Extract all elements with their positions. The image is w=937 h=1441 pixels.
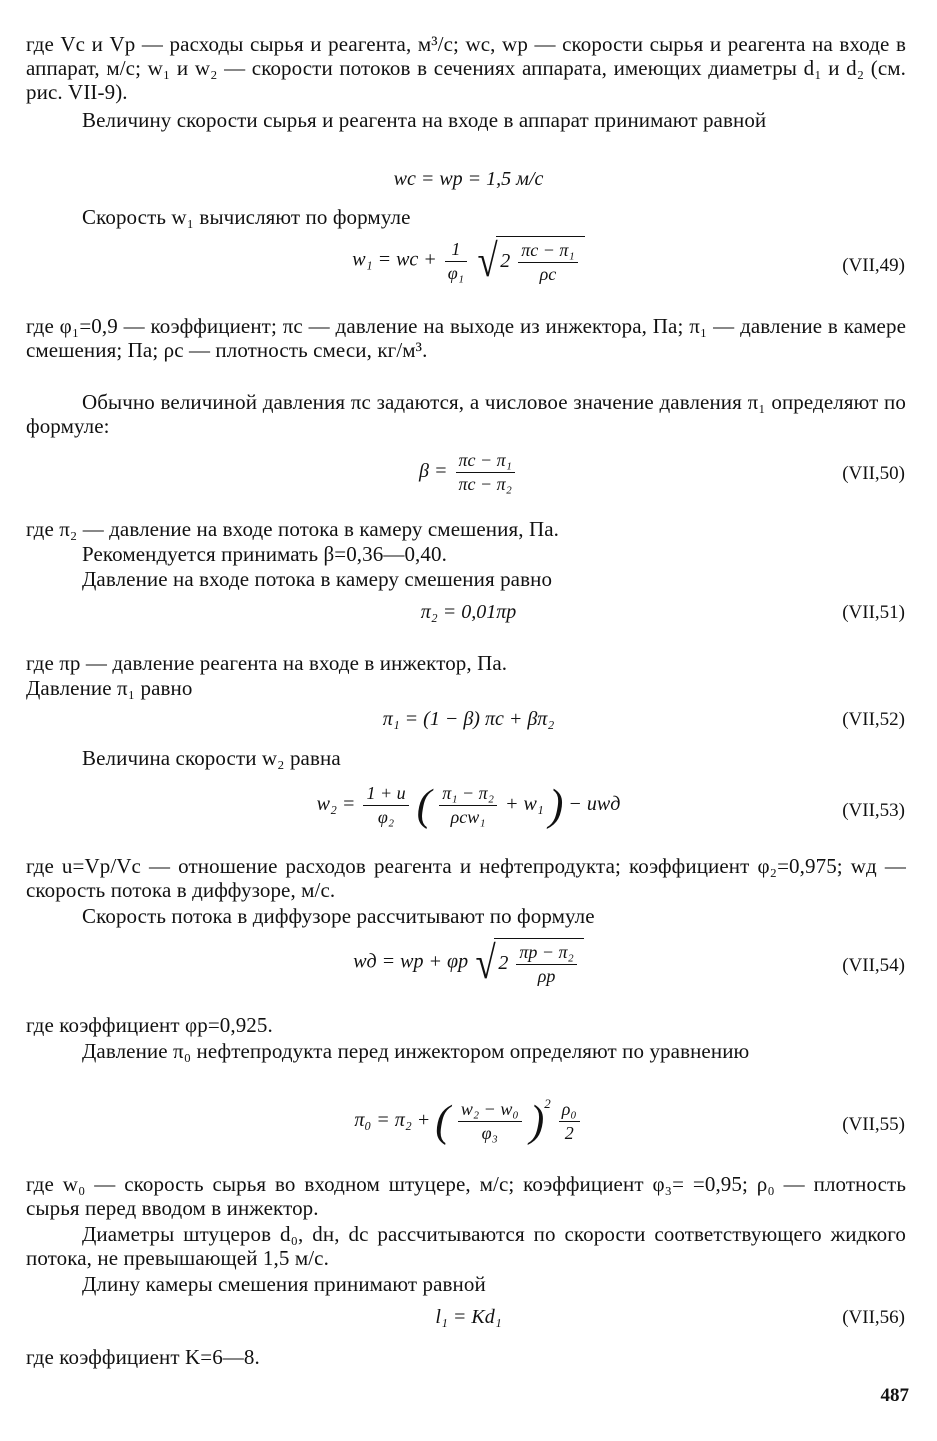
paragraph-w1-intro: Скорость w₁ вычисляют по формуле: [82, 205, 411, 229]
equation-number-51: (VII,51): [842, 602, 905, 623]
formula-vii-55: [0, 1098, 937, 1145]
paragraph-pip: где πр — давление реагента на входе в инжектор, Па.: [26, 651, 508, 675]
formula-49-radicand: [496, 236, 584, 286]
formula-49-numerator-2: πс − π₁: [518, 239, 577, 263]
formula-vii-51: π₂ = 0,01πр: [420, 601, 517, 623]
formula-54-root-coef: 2: [498, 952, 509, 975]
formula-vii-56: l₁ = Kd₁: [435, 1306, 502, 1328]
formula-50-denominator: πс − π₂: [458, 474, 512, 494]
formula-53-numerator-2: π₁ − π₂: [439, 782, 497, 806]
formula-50-lhs: β =: [419, 460, 448, 483]
formula-53-lhs: w₂ =: [316, 793, 356, 816]
paragraph-fittings: Диаметры штуцеров d₀, dн, dс рассчитываются по скорости соответствующего жидкого потока, не превышающей 1,5 м/с.: [26, 1222, 906, 1270]
right-paren-icon: ): [548, 780, 564, 830]
formula-vii-50: [0, 449, 937, 496]
formula-50-numerator: πс − π₁: [456, 449, 515, 473]
formula-49-lhs: w₁ = wс +: [352, 248, 437, 271]
formula-49-fraction-2: [518, 239, 577, 286]
equation-number-50: (VII,50): [842, 463, 905, 484]
paragraph-inlet-pressure: Давление на входе потока в камеру смешения равно: [82, 567, 553, 591]
equation-number-52: (VII,52): [842, 709, 905, 730]
formula-55-denominator-1: φ₃: [481, 1123, 498, 1143]
paragraph-chamber-length: Длину камеры смешения принимают равной: [82, 1272, 486, 1296]
formula-54-denominator: ρр: [537, 966, 556, 986]
formula-53-mid: + w₁: [504, 793, 544, 816]
paragraph-pi0-intro: Давление π₀ нефтепродукта перед инжектором определяют по уравнению: [82, 1039, 750, 1063]
paragraph-velocity-intro: Величину скорости сырья и реагента на входе в аппарат принимают равной: [82, 108, 767, 132]
formula-vii-49: [0, 236, 937, 286]
paragraph-pressure-intro: Обычно величиной давления πс задаются, а числовое значение давления π₁ определяют по формуле:: [26, 390, 906, 438]
paragraph-diffuser-intro: Скорость потока в диффузоре рассчитывают по формуле: [82, 904, 595, 928]
formula-54-fraction: [516, 941, 576, 988]
paragraph-w0: где w₀ — скорость сырья во входном штуцере, м/с; коэффициент φ₃= =0,95; ρ₀ — плотность сырья перед вводом в инжектор.: [26, 1172, 906, 1220]
page-number: 487: [880, 1385, 909, 1406]
formula-vii-54: [0, 938, 937, 988]
formula-55-numerator-2: ρ₀: [559, 1098, 580, 1122]
formula-49-numerator-1: 1: [445, 238, 467, 262]
formula-inlet-velocity: wс = wр = 1,5 м/с: [393, 168, 544, 190]
formula-53-denominator-2: ρсw₁: [450, 807, 486, 827]
formula-54-numerator: πр − π₂: [516, 941, 576, 965]
formula-49-denominator-1: φ₁: [447, 262, 465, 283]
formula-55-lhs: π₀ = π₂ +: [354, 1109, 431, 1132]
radical-sign-icon: √: [477, 235, 498, 286]
left-paren-icon: (: [435, 1096, 450, 1146]
paragraph-pi1: Давление π₁ равно: [26, 676, 193, 700]
formula-54-radicand: [494, 938, 583, 988]
formula-49-root: [475, 236, 585, 286]
formula-53-fraction-2: [439, 782, 497, 829]
formula-53-numerator-1: 1 + u: [363, 782, 408, 806]
formula-54-root: [473, 938, 584, 988]
paragraph-w2-intro: Величина скорости w₂ равна: [82, 746, 341, 770]
formula-54-lhs: wд = wр + φр: [353, 950, 469, 973]
formula-49-root-coef: 2: [500, 250, 511, 273]
paragraph-phi1: где φ₁=0,9 — коэффициент; πс — давление на выходе из инжектора, Па; π₁ — давление в камере смешения; Па; ρс — плотность смеси, кг/м³.: [26, 314, 906, 362]
formula-vii-53: [0, 782, 937, 829]
formula-50-fraction: [456, 449, 515, 496]
radical-sign-icon: √: [475, 937, 496, 988]
formula-55-numerator-1: w₂ − w₀: [458, 1098, 522, 1122]
equation-number-49: (VII,49): [842, 255, 905, 276]
formula-55-fraction-1: [458, 1098, 522, 1145]
paragraph-k-coef: где коэффициент K=6—8.: [26, 1345, 260, 1369]
equation-number-56: (VII,56): [842, 1307, 905, 1328]
formula-53-tail: − uwд: [568, 793, 621, 816]
paragraph-pi2: где π₂ — давление на входе потока в камеру смешения, Па.: [26, 517, 559, 541]
left-paren-icon: (: [416, 780, 432, 830]
right-paren-icon: ): [529, 1096, 545, 1146]
formula-49-fraction-1: [445, 238, 467, 285]
paragraph-beta: Рекомендуется принимать β=0,36—0,40.: [82, 542, 447, 566]
formula-vii-52: π₁ = (1 − β) πс + βπ₂: [382, 708, 555, 730]
formula-53-fraction-1: [363, 782, 408, 829]
formula-55-fraction-2: [559, 1098, 580, 1145]
paragraph-flow-rates: где Vс и Vр — расходы сырья и реагента, м³/с; wс, wр — скорости сырья и реагента на входе в аппарат, м/с; w₁ и w₂ — скорости потоков в сечениях аппарата, имеющих диаметры d₁ и d₂ (см. рис. VII-9).: [26, 32, 906, 104]
paragraph-u-ratio: где u=Vр/Vс — отношение расходов реагента и нефтепродукта; коэффициент φ₂=0,975; wд — скорость потока в диффузоре, м/с.: [26, 854, 906, 902]
formula-55-denominator-2: 2: [564, 1123, 574, 1143]
equation-number-54: (VII,54): [842, 955, 905, 976]
equation-number-55: (VII,55): [842, 1114, 905, 1135]
paragraph-phip: где коэффициент φр=0,925.: [26, 1013, 273, 1037]
formula-55-exponent: 2: [544, 1096, 551, 1112]
formula-49-denominator-2: ρс: [539, 264, 557, 284]
formula-53-denominator-1: φ₂: [377, 807, 395, 827]
equation-number-53: (VII,53): [842, 800, 905, 821]
